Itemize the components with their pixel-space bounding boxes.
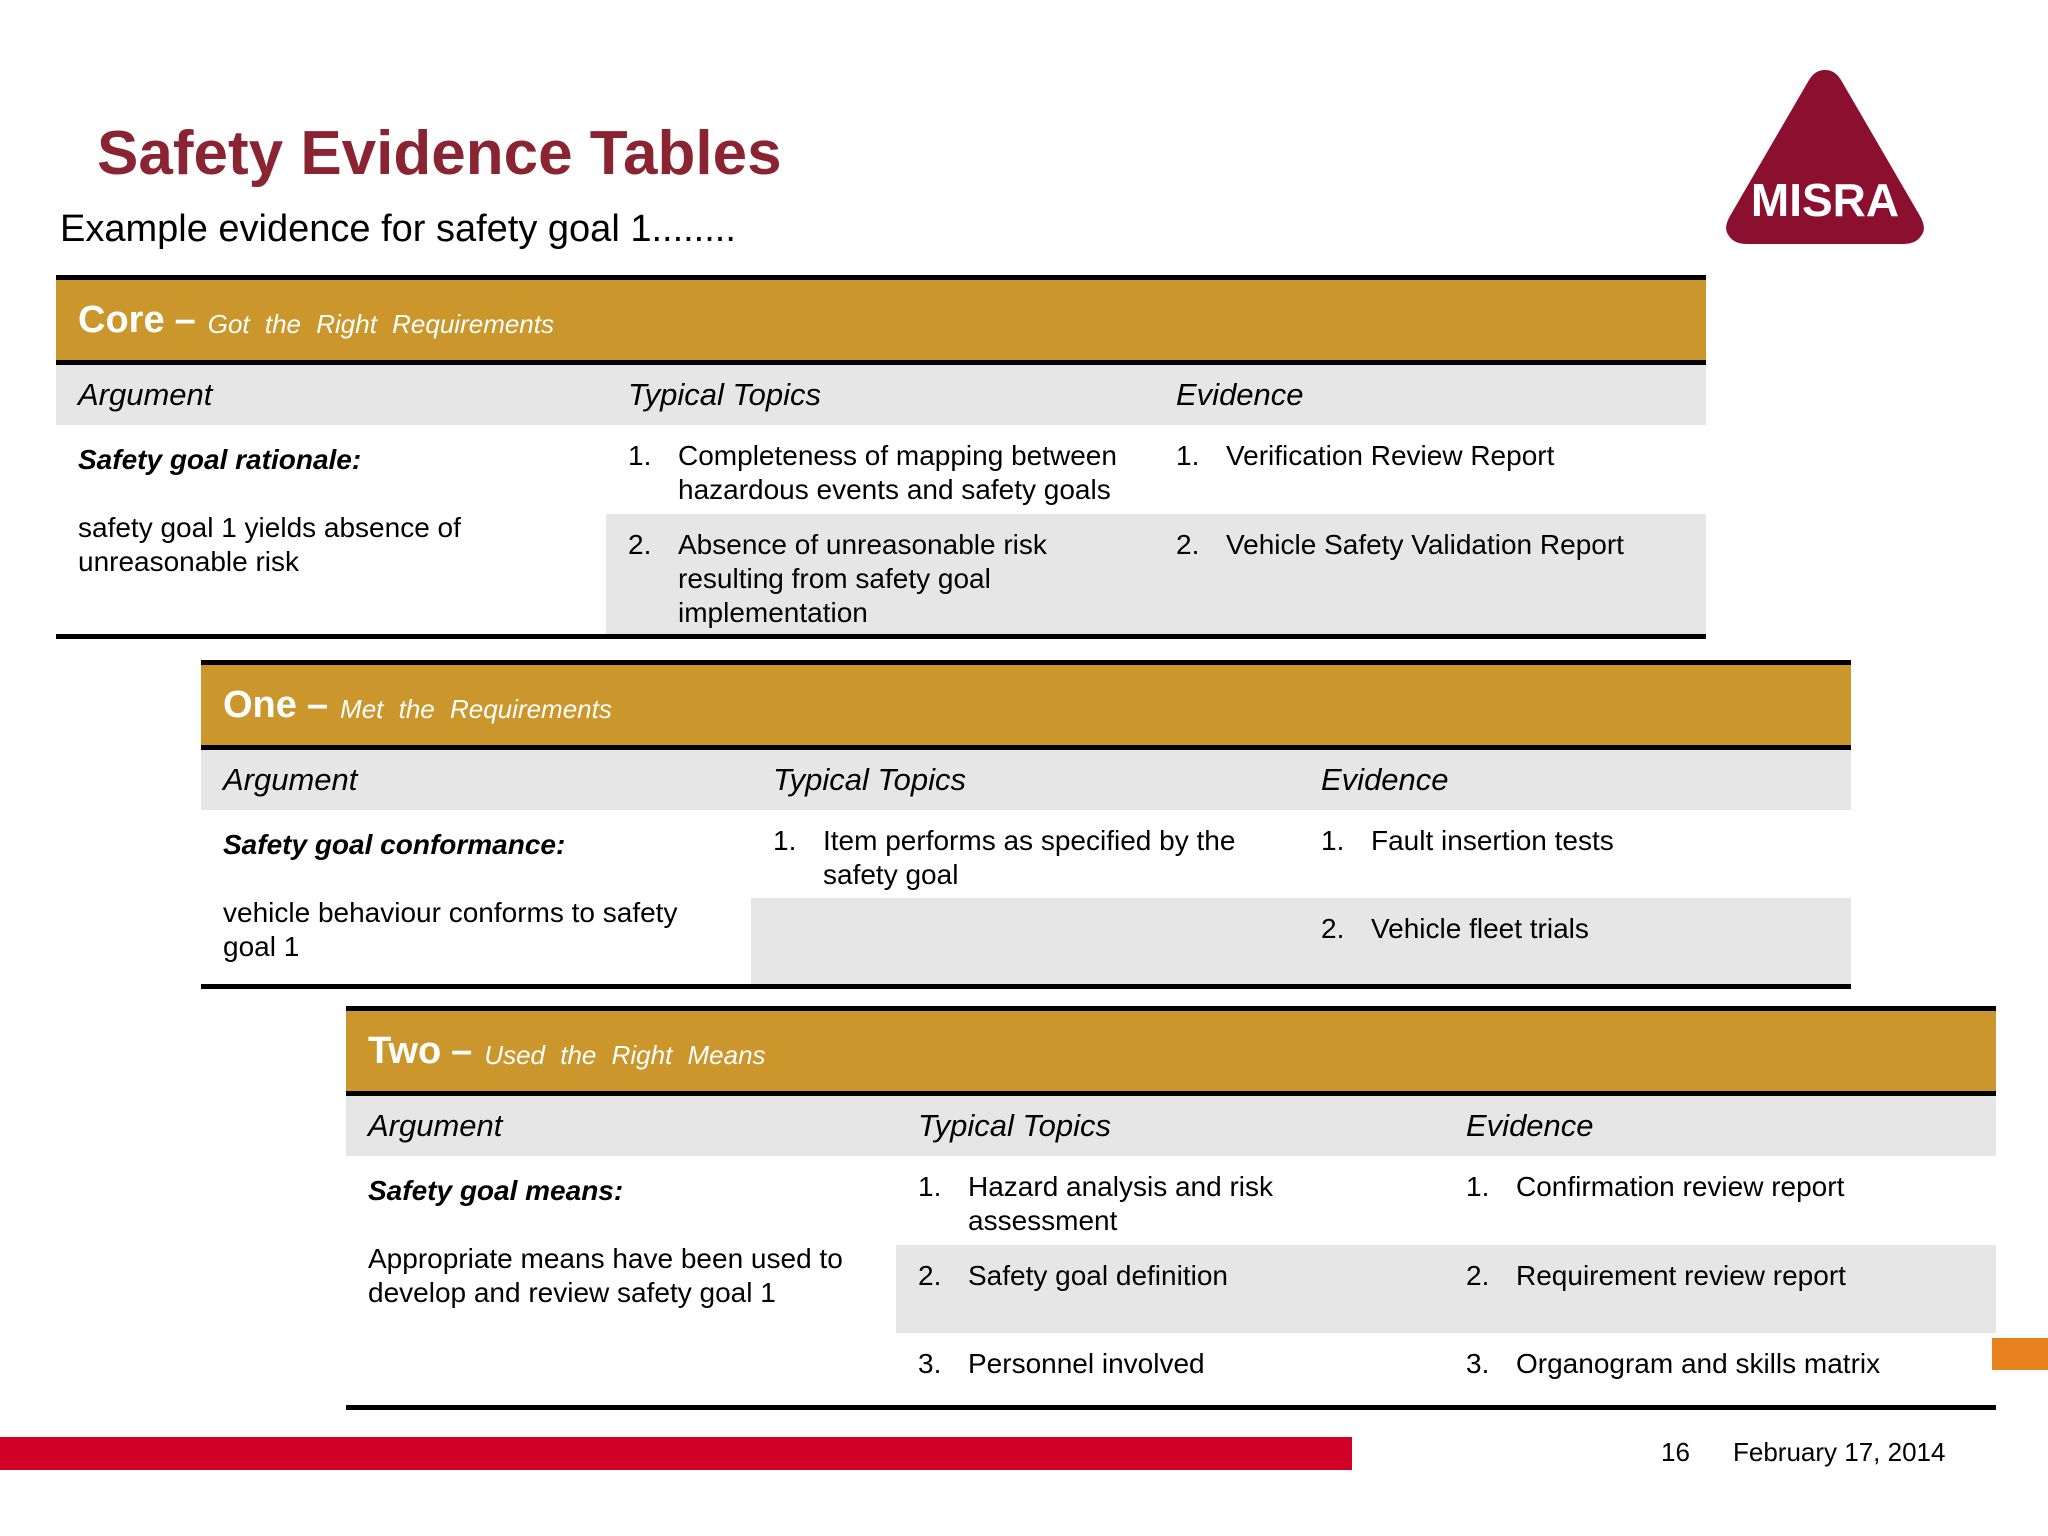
logo-text: MISRA xyxy=(1750,174,1900,226)
topic-number: 3. xyxy=(918,1348,942,1379)
topic-text: Completeness of mapping between hazardous events and safety goals xyxy=(678,440,1117,505)
argument-title: Safety goal means: xyxy=(368,1175,624,1206)
evidence-text: Verification Review Report xyxy=(1226,440,1555,471)
evidence-cell xyxy=(1154,514,1706,634)
evidence-number: 1. xyxy=(1176,440,1200,471)
argument-text: vehicle behaviour conforms to safety goal 1 xyxy=(223,897,678,962)
topic-text xyxy=(823,912,1277,984)
one-rows xyxy=(751,810,1851,984)
one-band xyxy=(201,665,1851,750)
table-row xyxy=(896,1245,1996,1333)
two-header-row xyxy=(346,1096,1996,1156)
evidence-number: 3. xyxy=(1466,1348,1490,1379)
evidence-number: 2. xyxy=(1321,913,1345,944)
evidence-cell xyxy=(1154,425,1706,514)
two-band-dash: – xyxy=(451,1029,473,1072)
evidence-number: 2. xyxy=(1176,529,1200,560)
core-band-dash: – xyxy=(174,298,196,341)
topic-text: Personnel involved xyxy=(968,1348,1205,1379)
one-band-dash: – xyxy=(306,683,329,726)
evidence-cell xyxy=(1444,1156,1996,1245)
evidence-cell xyxy=(1444,1245,1996,1333)
evidence-text: Confirmation review report xyxy=(1516,1171,1845,1202)
topic-number: 2. xyxy=(918,1260,942,1291)
argument-text: Appropriate means have been used to develop and review safety goal 1 xyxy=(368,1243,843,1308)
core-band-subtitle: Got the Right Requirements xyxy=(207,308,554,339)
topic-text: Safety goal definition xyxy=(968,1260,1228,1291)
header-topics: Typical Topics xyxy=(918,1108,1111,1143)
argument-cell xyxy=(201,810,751,984)
table-row xyxy=(606,425,1706,514)
two-band xyxy=(346,1011,1996,1096)
header-argument: Argument xyxy=(368,1108,503,1143)
table-row xyxy=(751,898,1851,984)
topic-number: 2. xyxy=(628,529,652,560)
topic-cell xyxy=(751,810,1299,898)
topic-text: Absence of unreasonable risk resulting from safety goal implementation xyxy=(678,529,1047,628)
one-evidence-table xyxy=(201,660,1851,989)
core-body xyxy=(56,425,1706,634)
one-band-key: One xyxy=(223,683,297,726)
evidence-number: 1. xyxy=(1321,825,1345,856)
topic-cell xyxy=(606,514,1154,634)
two-rows xyxy=(896,1156,1996,1405)
header-topics: Typical Topics xyxy=(628,377,821,412)
header-evidence: Evidence xyxy=(1466,1108,1594,1143)
topic-text: Item performs as specified by the safety goal xyxy=(823,825,1236,890)
core-header-row xyxy=(56,365,1706,425)
misra-logo xyxy=(1722,66,1928,250)
side-tab-marker xyxy=(1992,1338,2048,1370)
evidence-text: Vehicle fleet trials xyxy=(1371,913,1589,944)
topic-number: 1. xyxy=(773,825,797,856)
topic-cell xyxy=(606,425,1154,514)
evidence-cell xyxy=(1444,1333,1996,1405)
table-row xyxy=(896,1333,1996,1405)
evidence-cell xyxy=(1299,898,1851,984)
topic-cell xyxy=(751,898,1299,984)
table-row xyxy=(606,514,1706,634)
topic-cell xyxy=(896,1156,1444,1245)
table-row xyxy=(896,1156,1996,1245)
core-evidence-table xyxy=(56,275,1706,639)
two-body xyxy=(346,1156,1996,1405)
two-band-key: Two xyxy=(368,1029,442,1072)
evidence-number: 2. xyxy=(1466,1260,1490,1291)
evidence-text: Fault insertion tests xyxy=(1371,825,1614,856)
one-band-subtitle: Met the Requirements xyxy=(340,693,612,724)
header-topics: Typical Topics xyxy=(773,762,966,797)
evidence-text: Organogram and skills matrix xyxy=(1516,1348,1881,1379)
slide-subtitle: Example evidence for safety goal 1........ xyxy=(60,208,736,250)
argument-cell xyxy=(56,425,606,634)
core-band xyxy=(56,280,1706,365)
slide-title: Safety Evidence Tables xyxy=(97,119,782,188)
topic-number xyxy=(773,912,823,984)
topic-text: Hazard analysis and risk assessment xyxy=(968,1171,1274,1236)
core-band-key: Core xyxy=(78,298,165,341)
topic-number: 1. xyxy=(918,1171,942,1202)
footer-date: February 17, 2014 xyxy=(1733,1437,1946,1467)
evidence-cell xyxy=(1299,810,1851,898)
topic-cell xyxy=(896,1333,1444,1405)
argument-title: Safety goal conformance: xyxy=(223,829,566,860)
topic-number: 1. xyxy=(628,440,652,471)
header-evidence: Evidence xyxy=(1176,377,1304,412)
header-argument: Argument xyxy=(223,762,358,797)
argument-title: Safety goal rationale: xyxy=(78,444,362,475)
one-body xyxy=(201,810,1851,984)
header-evidence: Evidence xyxy=(1321,762,1449,797)
argument-cell xyxy=(346,1156,896,1405)
header-argument: Argument xyxy=(78,377,213,412)
evidence-text: Requirement review report xyxy=(1516,1260,1846,1291)
footer-bar xyxy=(0,1437,1352,1470)
core-rows xyxy=(606,425,1706,634)
one-header-row xyxy=(201,750,1851,810)
evidence-text: Vehicle Safety Validation Report xyxy=(1226,529,1624,560)
argument-text: safety goal 1 yields absence of unreasonable risk xyxy=(78,512,461,577)
evidence-number: 1. xyxy=(1466,1171,1490,1202)
two-band-subtitle: Used the Right Means xyxy=(484,1039,766,1070)
page-number: 16 xyxy=(1661,1437,1690,1467)
table-row xyxy=(751,810,1851,898)
two-evidence-table xyxy=(346,1006,1996,1410)
topic-cell xyxy=(896,1245,1444,1333)
